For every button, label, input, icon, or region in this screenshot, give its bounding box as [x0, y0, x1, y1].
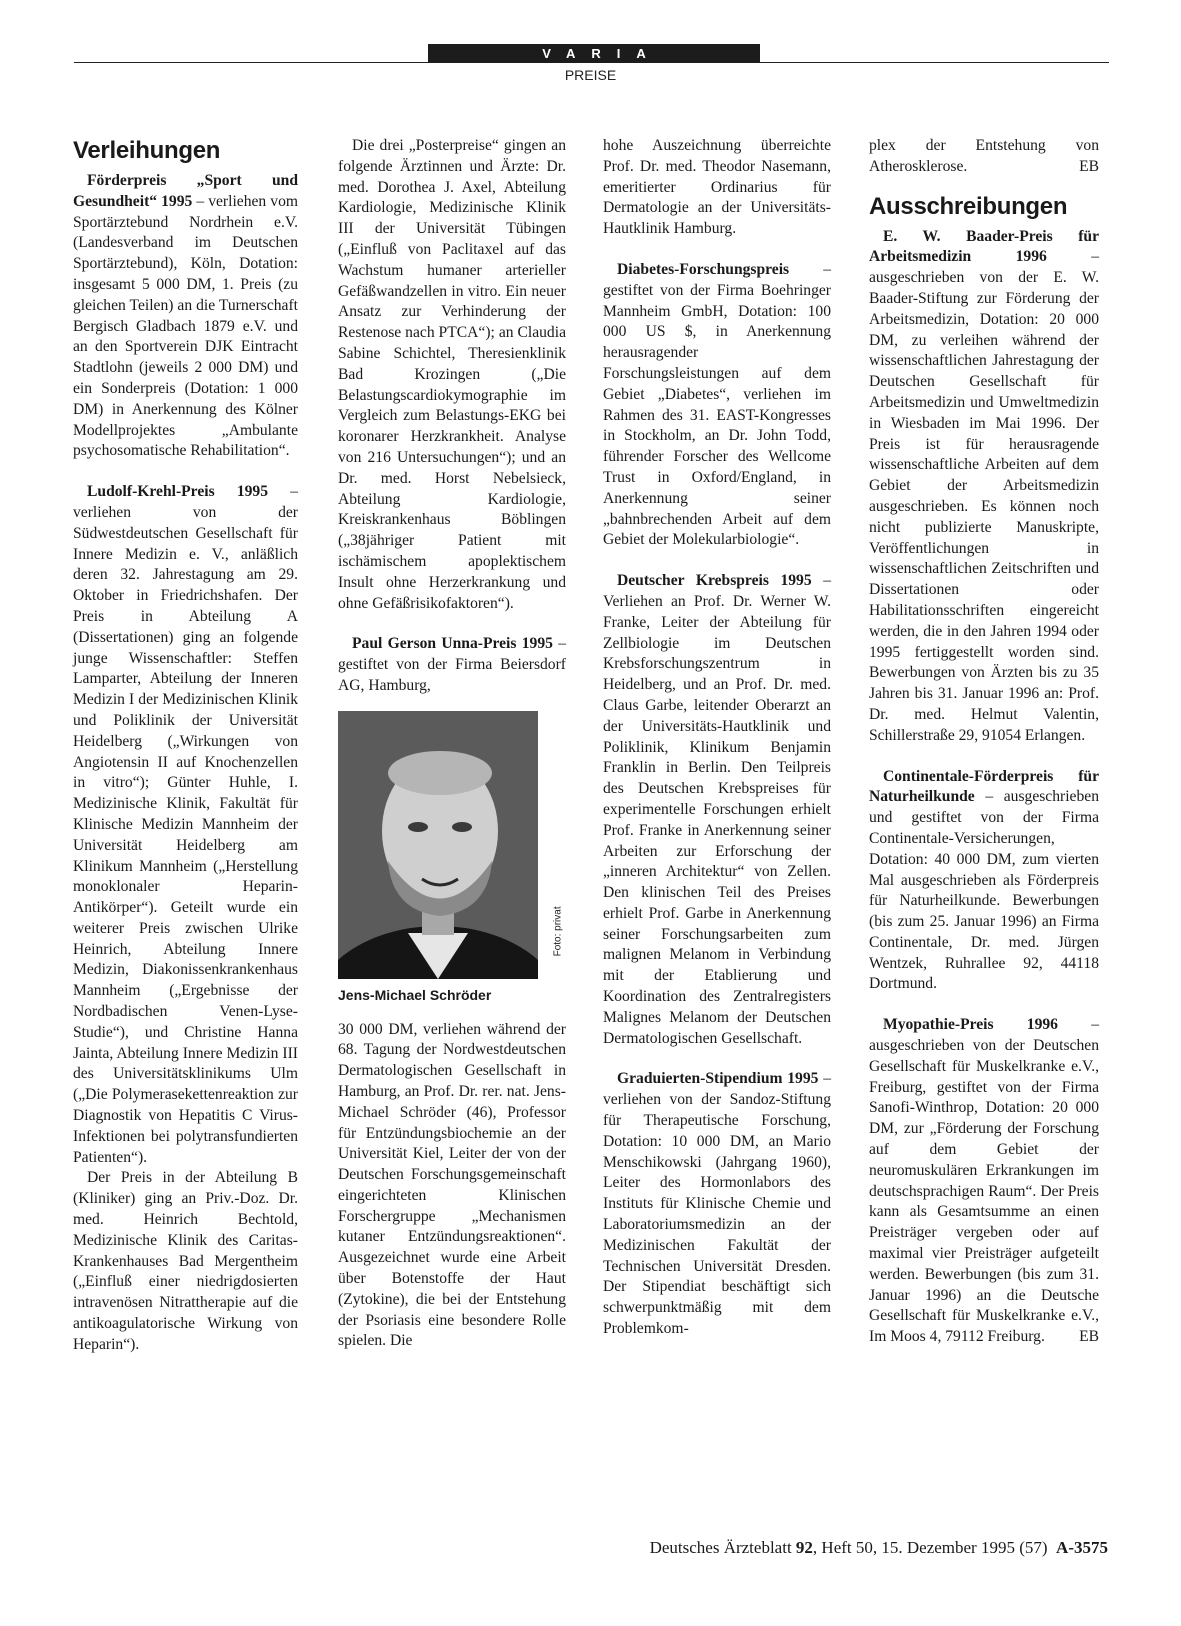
heading-ausschreibungen: Ausschreibungen: [869, 192, 1068, 220]
article-body: – Verliehen an Prof. Dr. Werner W. Franke, Leiter der Abteilung für Zellbiologie im Deutschen Krebsforschungszentrum in Heidelberg, und an Prof. Dr. med. Claus Garbe, leitender Oberarzt an der Universitäts-Hautklinik und Poliklinik, Klinikum Benjamin Franklin in Berlin. Den Teilpreis des Deutschen Krebspreises für experimentelle Forschungen erhielt Prof. Franke in Anerkennung seiner Arbeiten zur Erforschung der „inneren Architektur“ von Zellen. Den klinischen Teil des Preises erhielt Prof. Garbe in Anerkennung seiner Forschungsarbeiten zum malignen Melanom in Verbindung mit der Etablierung und Koordination des Zentralregisters Malignes Melanom der Deutschen Dermatologischen Gesellschaft.: [603, 572, 831, 1047]
article-ludolf-krehl: [73, 482, 298, 1168]
article-title: E. W. Baader-Preis für Arbeitsmedizin 1996: [869, 227, 1099, 266]
article-body: – gestiftet von der Firma Beiersdorf AG, Hamburg,: [338, 635, 566, 694]
article-unna-preis-end: hohe Auszeichnung überreichte Prof. Dr. med. Theodor Nasemann, emeritierter Ordinarius für Dermatologie an der Universitäts-Hautklinik Hamburg.: [603, 137, 831, 238]
article-title: Diabetes-Forschungspreis: [617, 260, 790, 278]
article-body: plex der Entstehung von Atherosklerose.: [869, 137, 1099, 175]
article-continentale-preis: [869, 767, 1099, 996]
section-banner: VARIA: [428, 44, 760, 63]
photo-credit: Foto: privat: [552, 906, 564, 957]
article-posterpreise: Die drei „Posterpreise“ gingen an folgende Ärztinnen und Ärzte: Dr. med. Dorothea J. Axel, Abteilung Kardiologie, Medizinische Klinik III der Universität Tübingen („Einfluß von Paclitaxel auf das Wachstum humaner arterieller Gefäßwandzellen in vitro. Ein neuer Ansatz zur Verhinderung der Restenose nach PTCA“); an Claudia Sabine Schichtel, Theresienklinik Bad Krozingen („Die Belastungscardiokymographie im Vergleich zum Belastungs-EKG bei koronarer Herzkrankheit. Analyse von 216 Untersuchungen“); und an Dr. med. Horst Nebelsieck, Abteilung Kardiologie, Kreiskrankenhaus Böblingen („38jähriger Patient mit ischämischem apoplektischem Insult ohne Herzerkrankung und ohne Gefäßrisikofaktoren“).: [338, 137, 566, 612]
portrait-figure: [338, 711, 566, 1006]
article-title: Continentale-Förderpreis für Naturheilkunde: [869, 767, 1099, 806]
footer-journal: Deutsches Ärzteblatt: [649, 1538, 796, 1557]
column-1: [73, 136, 298, 1356]
article-diabetes-preis: [603, 260, 831, 551]
column-3: [603, 136, 831, 1340]
author-sign: EB: [1079, 157, 1099, 175]
column-2: [338, 136, 566, 1352]
article-stipendium-end: [869, 136, 1099, 178]
article-baader-preis: [869, 227, 1099, 747]
author-sign: EB: [1079, 1328, 1099, 1346]
article-foerderpreis-sport: [73, 171, 298, 462]
portrait-photo: [338, 711, 538, 979]
article-body: – verliehen von der Südwestdeutschen Gesellschaft für Innere Medizin e. V., anläßlich deren 32. Jahrestagung am 29. Oktober in Friedrichshafen. Der Preis in Abteilung A (Dissertationen) ging an folgende junge Wissenschaftler: Steffen Lamparter, Abteilung der Inneren Medizin I der Medizinischen Klinik und Poliklinik der Universität Heidelberg („Wirkungen von Angiotensin II auf Knochenzellen in vitro“); Günter Huhle, I. Medizinische Klinik, Fakultät für Klinische Medizin Mannheim der Universität Heidelberg am Klinikum Mannheim („Herstellung monoklonaler Heparin-Antikörper“). Geteilt wurde ein weiterer Preis zwischen Ulrike Heinrich, Abteilung Innere Medizin, Diakonissenkrankenhaus Mannheim („Ergebnisse der Nordbadischen Venen-Lyse-Studie“), und Christine Hanna Jainta, Abteilung Innere Medizin III des Universitätsklinikums Ulm („Die Polymerasekettenreaktion zur Diagnostik von Hepatitis C Virus-Infektionen bei polytransfundierten Patienten“).: [73, 483, 298, 1166]
article-body: – ausgeschrieben von der E. W. Baader-Stiftung zur Förderung der Arbeitsmedizin, Dotation: 20 000 DM, zu verleihen während der wissenschaftlichen Jahrestagung der Deutschen Gesellschaft für Arbeitsmedizin und Umweltmedizin in Wiesbaden im Mai 1996. Der Preis ist für herausragende wissenschaftliche Arbeiten auf dem Gebiet der Arbeitsmedizin ausgeschrieben. Es können noch nicht publizierte Manuskripte, Veröffentlichungen in wissenschaftlichen Zeitschriften und Dissertationen oder Habilitationsschriften eingereicht werden, die in den Jahren 1994 oder 1995 fertiggestellt worden sind. Bewerbungen von Ärzten bis zu 35 Jahren bis 31. Januar 1996 an: Prof. Dr. med. Helmut Valentin, Schillerstraße 29, 91054 Erlangen.: [869, 248, 1099, 744]
footer-issue: , Heft 50, 15. Dezember 1995 (57): [812, 1538, 1057, 1557]
article-krebspreis: [603, 571, 831, 1049]
article-myopathie-preis: [869, 1015, 1099, 1348]
article-title: Förderpreis „Sport und Gesundheit“ 1995: [73, 172, 298, 210]
footer-page-number: A-3575: [1056, 1538, 1108, 1557]
article-title: Paul Gerson Unna-Preis 1995: [352, 635, 553, 653]
article-title: Myopathie-Preis 1996: [883, 1016, 1058, 1034]
article-title: Deutscher Krebspreis 1995: [617, 572, 812, 590]
article-body: – verliehen von der Sandoz-Stiftung für Therapeutische Forschung, Dotation: 10 000 DM, an Mario Menschikowski (Jahrgang 1960), Leiter des Hormonlabors des Instituts für Klinische Chemie und Laboratoriumsmedizin an der Medizinischen Fakultät der Technischen Universität Dresden. Der Stipendiat beschäftigt sich schwerpunktmäßig mit dem Problemkom-: [603, 1070, 831, 1338]
footer-volume: 92: [795, 1538, 813, 1557]
article-body: – verliehen vom Sportärztebund Nordrhein e.V. (Landesverband im Deutschen Sportärztebund), Köln, Dotation: insgesamt 5 000 DM, 1. Preis (zu gleichen Teilen) an die Turnerschaft Bergisch Gladbach 1879 e.V. und an den Sportverein DJK Eintracht Stadtlohn (jeweils 2 000 DM) und ein Sonderpreis (Dotation: 1 000 DM) in Anerkennung des Kölner Modellprojektes „Ambulante psychosomatische Rehabilitation“.: [73, 192, 298, 460]
article-graduierten-stipendium: [603, 1069, 831, 1339]
page-footer: [650, 1538, 1108, 1558]
heading-verleihungen: Verleihungen: [73, 137, 221, 164]
column-4: [869, 136, 1099, 1348]
article-title: Graduierten-Stipendium 1995: [617, 1070, 819, 1088]
photo-caption: Jens-Michael Schröder: [338, 986, 492, 1003]
article-body: – ausgeschrieben und gestiftet von der Firma Continentale-Versicherungen, Dotation: 40 000 DM, zum vierten Mal ausgeschrieben als Förderpreis für Naturheilkunde. Bewerbungen (bis zum 25. Januar 1996) an Firma Continentale, Dr. med. Jürgen Wentzek, Ruhrallee 92, 44118 Dortmund.: [869, 788, 1099, 993]
article-unna-preis-cont: 30 000 DM, verliehen während der 68. Tagung der Nordwestdeutschen Dermatologischen Gesellschaft in Hamburg, an Prof. Dr. rer. nat. Jens-Michael Schröder (46), Professor für Entzündungsbiochemie an der Universität Kiel, Leiter der von der Deutschen Forschungsgemeinschaft eingerichteten Klinischen Forschergruppe „Mechanismen kutaner Entzündungsreaktionen“. Ausgezeichnet wurde eine Arbeit über Botenstoffe der Haut (Zytokine), die bei der Entstehung der Psoriasis eine besondere Rolle spielen. Die: [338, 1020, 566, 1350]
portrait-illustration: [338, 711, 538, 979]
article-unna-preis: [338, 634, 566, 696]
section-subhead: PREISE: [564, 67, 617, 83]
article-body: – ausgeschrieben von der Deutschen Gesellschaft für Muskelkranke e.V., Freiburg, gestiftet von der Firma Sanofi-Winthrop, Dotation: 20 000 DM, zur „Förderung der Forschung auf dem Gebiet der neuromuskulären Erkrankungen im deutschsprachigen Raum“. Der Preis kann als Gesamtsumme an einen Preisträger vergeben oder auf maximal vier Preisträger aufgeteilt werden. Bewerbungen (bis zum 31. Januar 1996) an die Deutsche Gesellschaft für Muskelkranke e.V., Im Moos 4, 79112 Freiburg.: [869, 1016, 1099, 1346]
article-title: Ludolf-Krehl-Preis 1995: [87, 483, 269, 501]
article-body: – gestiftet von der Firma Boehringer Mannheim GmbH, Dotation: 100 000 US $, in Anerkennung herausragender Forschungsleistungen auf dem Gebiet „Diabetes“, verliehen im Rahmen des 31. EAST-Kongresses in Stockholm, an Dr. John Todd, führender Forscher des Wellcome Trust in Oxford/England, in Anerkennung seiner „bahnbrechenden Arbeit auf dem Gebiet der Molekularbiologie“.: [603, 260, 831, 549]
article-ludolf-krehl-cont: Der Preis in der Abteilung B (Kliniker) ging an Priv.-Doz. Dr. med. Heinrich Bechtold, Medizinische Klinik des Caritas-Krankenhauses Bad Mergentheim („Einfluß einer niedrigdosierten intravenösen Nitrattherapie auf die antikoagulatorische Wirkung von Heparin“).: [73, 1169, 298, 1353]
